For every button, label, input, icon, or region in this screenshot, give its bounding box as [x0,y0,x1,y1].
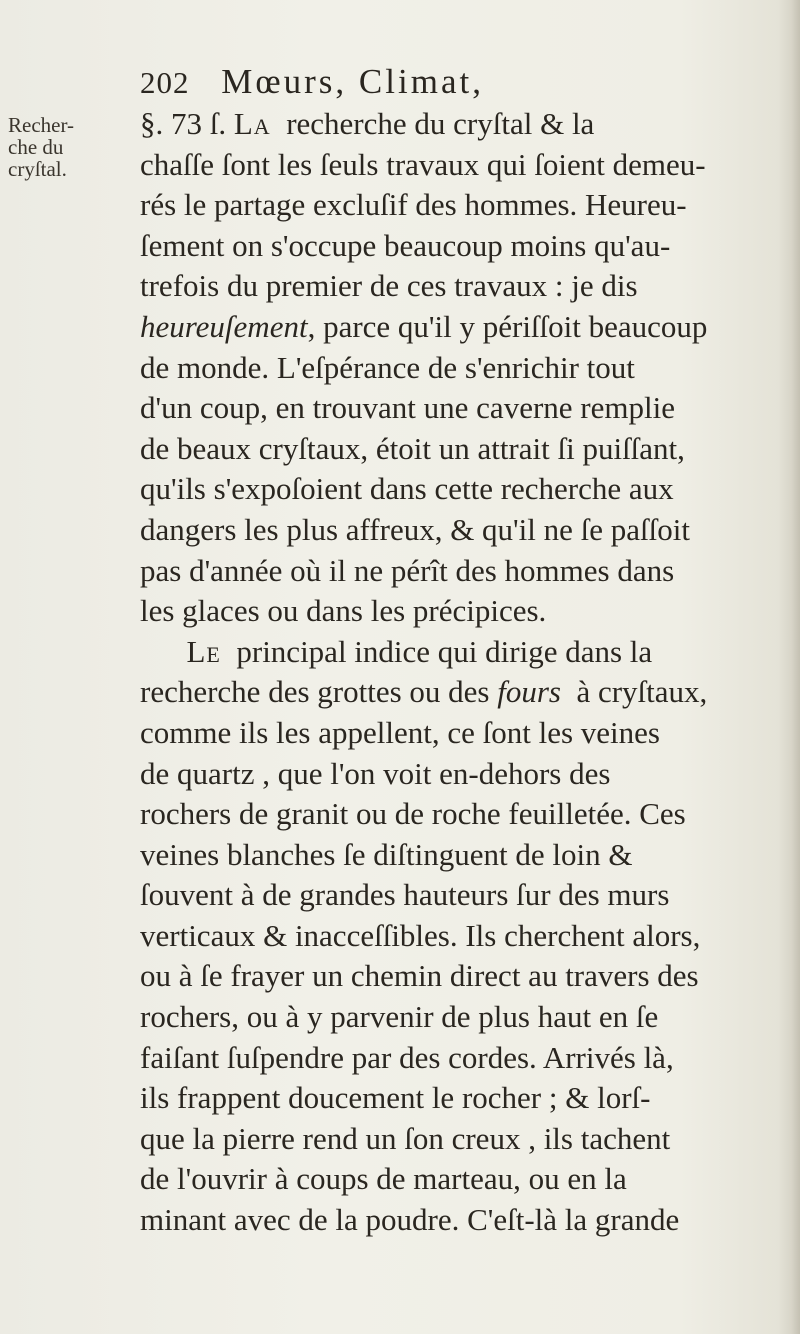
text-run: minant avec de la poudre. C'eſt-là la grande [140,1202,680,1238]
text-line [140,1119,780,1160]
text-line [140,794,780,835]
text-run: de beaux cryſtaux, étoit un attrait ſi puiſſant, [140,430,685,466]
margin-note [8,114,94,180]
text-run: pas d'année où il ne pérît des hommes dans [140,552,675,588]
text-run: trefois du premier de ces travaux : je dis [140,268,638,304]
text-line [140,266,780,307]
text-line [140,713,780,754]
text-line [140,916,780,957]
text-line [140,429,780,470]
text-run: de l'ouvrir à coups de marteau, ou en la [140,1161,627,1197]
small-caps-word: Le [186,633,221,669]
text-run: de monde. L'eſpérance de s'enrichir tout [140,349,635,385]
text-run: verticaux & inacceſſibles. Ils cherchent alors, [140,917,701,953]
text-run: faiſant ſuſpendre par des cordes. Arrivés là, [140,1039,674,1075]
text-run: recherche des grottes ou des [140,674,498,710]
text-line [140,551,780,592]
text-line [140,997,780,1038]
body-text [140,104,780,1241]
text-line [140,388,780,429]
text-run: chaſſe ſont les ſeuls travaux qui ſoient demeu- [140,146,706,182]
text-line [140,1200,780,1241]
text-run: rochers de granit ou de roche feuilletée. Ces [140,796,686,832]
text-line [140,956,780,997]
running-header [140,62,780,102]
page-edge-shadow [778,0,800,1334]
text-line [140,672,780,713]
italic-word: heureuſement [140,308,308,344]
page-number: 202 [140,65,190,100]
text-line [140,145,780,186]
text-line [140,632,780,673]
italic-word: fours [497,674,561,710]
text-line [140,226,780,267]
text-run: §. 73 ſ. [140,106,234,141]
text-run: d'un coup, en trouvant une caverne remplie [140,390,675,426]
margin-note-line: cryſtal. [8,157,67,181]
text-line [140,348,780,389]
text-line [140,1078,780,1119]
text-line [140,835,780,876]
text-run: ils frappent doucement le rocher ; & lorſ- [140,1080,651,1116]
text-run: à cryſtaux, [560,674,708,710]
small-caps-word: La [233,106,271,141]
text-line [140,754,780,795]
text-run: veines blanches ſe diſtinguent de loin & [140,836,633,872]
text-run: comme ils les appellent, ce ſont les veines [140,714,660,750]
text-line [140,104,780,145]
text-line [140,307,780,348]
margin-note-line: che du [8,135,64,159]
text-line [140,875,780,916]
text-run: ſement on s'occupe beaucoup moins qu'au- [140,227,671,263]
text-line [140,510,780,551]
running-title: Mœurs, Climat, [221,62,484,101]
text-line [140,591,780,632]
text-run: , parce qu'il y périſſoit beaucoup [307,308,708,344]
text-run: rochers, ou à y parvenir de plus haut en ſe [140,999,659,1035]
text-line [140,1038,780,1079]
text-run: que la pierre rend un ſon creux , ils tachent [140,1120,671,1156]
text-run: recherche du cryſtal & la [270,106,595,141]
text-run: rés le partage excluſif des hommes. Heureu- [140,187,687,223]
text-run [140,634,187,669]
text-run: principal indice qui dirige dans la [220,633,653,669]
margin-note-line: Recher- [8,113,75,137]
text-run: ou à ſe frayer un chemin direct au travers des [140,958,699,994]
text-run: les glaces ou dans les précipices. [140,593,547,629]
text-run: ſouvent à de grandes hauteurs ſur des murs [140,877,670,913]
text-run: de quartz , que l'on voit en-dehors des [140,755,611,791]
text-run: dangers les plus affreux, & qu'il ne ſe paſſoit [140,511,690,547]
text-line [140,185,780,226]
text-line [140,1159,780,1200]
text-run: qu'ils s'expoſoient dans cette recherche aux [140,471,674,507]
text-line [140,469,780,510]
